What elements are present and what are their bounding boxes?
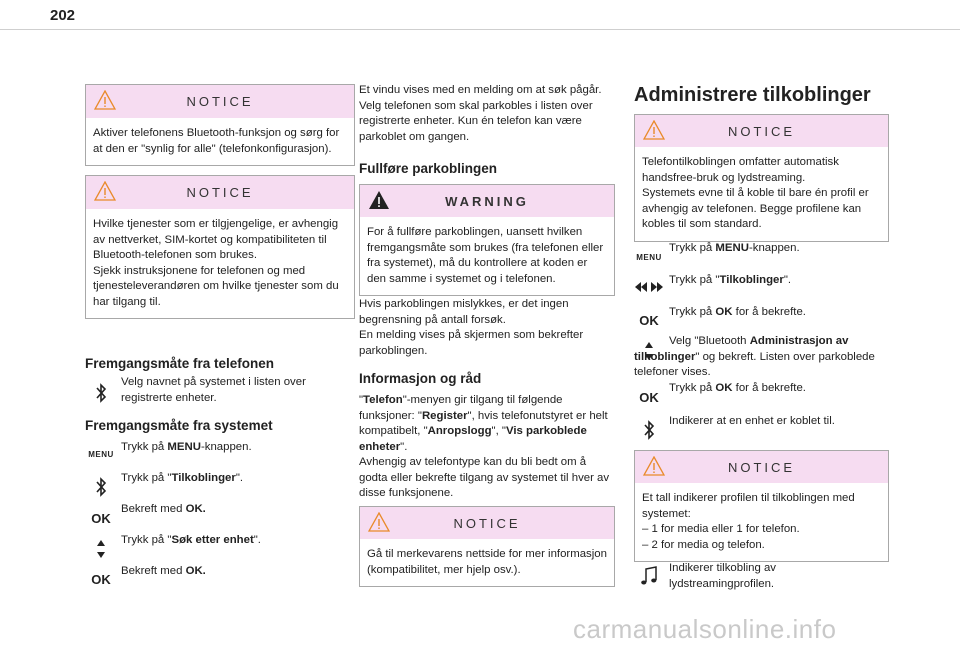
music-note-icon [634,564,664,588]
notice-title: NOTICE [453,515,521,531]
heading-manage-connections: Administrere tilkoblinger [634,84,871,106]
notice-text: Telefontilkoblingen omfatter automatisk handsfree-bruk og lydstreaming. Systemets evne til å koble til bare én profil er avhengig av telefonen. Begge profilene kan kobles til som standard. [642,156,869,230]
warning-header [360,185,614,217]
heading-info-advice: Informasjon og råd [359,371,482,386]
system-step-2: Trykk på "Tilkoblinger". [121,472,244,484]
heading-phone-procedure: Fremgangsmåte fra telefonen [85,356,275,371]
warning-triangle-icon [94,181,116,201]
notice-box-connections [634,114,889,242]
manage-step-6: Indikerer at en enhet er koblet til. [669,415,835,427]
warning-text: For å fullføre parkoblingen, uansett hvilken fremgangsmåte som brukes (fra telefonen eller fra systemet), må du kontrollere at koden er den samme i systemet og i telefonen. [367,226,604,285]
notice-box-profile [634,450,889,562]
search-intro-text: Et vindu vises med en melding om at søk pågår. Velg telefonen som skal parkobles i listen over registrerte enheter. Kun én telefon kan være parkoblet om gangen. [359,84,602,143]
bluetooth-icon [86,380,116,406]
notice-header [360,507,614,539]
warning-triangle-icon [643,456,665,476]
manage-step-7: Indikerer tilkobling av lydstreamingprofilen. [669,562,776,590]
system-step-3: Bekreft med OK. [121,503,206,515]
manage-step-2: Trykk på "Tilkoblinger". [669,274,792,286]
menu-button-icon: MENU [88,449,114,459]
pairing-fail-text: Hvis parkoblingen mislykkes, er det ingen begrensning på antall forsøk. En melding vises på skjermen som bekrefter parkoblingen. [359,298,584,357]
ok-button-icon: OK [639,389,659,405]
warning-triangle-icon [368,512,390,532]
manage-step-4: Velg "Bluetooth Administrasjon av tilkoblinger" og bekreft. Listen over parkoblede telefoner vises. [634,335,875,378]
notice-title: NOTICE [186,185,254,200]
notice-text: Gå til merkevarens nettside for mer informasjon (kompatibilitet, mer hjelp osv.). [367,548,607,576]
notice-header [86,85,354,118]
warning-box [359,184,615,296]
warning-triangle-icon [94,90,116,110]
notice-title: NOTICE [727,459,796,475]
phone-step-text: Velg navnet på systemet i listen over registrerte enheter. [121,376,306,404]
header-rule [0,29,960,30]
notice-header [635,451,888,483]
notice-title: NOTICE [186,94,254,109]
manage-step-3: Trykk på OK for å bekrefte. [669,306,806,318]
heading-complete-pairing: Fullføre parkoblingen [359,161,498,176]
up-down-arrows-icon [86,537,116,561]
notice-box-services [85,175,355,319]
system-step-4: Trykk på "Søk etter enhet". [121,534,261,546]
notice-header [86,176,354,209]
notice-header [635,115,888,147]
watermark: carmanualsonline.info [573,614,837,644]
ok-button-icon: OK [639,312,659,328]
warning-triangle-icon [368,190,390,210]
warning-title: WARNING [445,193,529,209]
manage-step-5: Trykk på OK for å bekrefte. [669,382,806,394]
notice-text: Aktiver telefonens Bluetooth-funksjon og sørg for at den er "synlig for alle" (telefonkonfigurasjon). [93,127,340,155]
page-number: 202 [50,7,76,24]
info-text: "Telefon"-menyen gir tilgang til følgende funksjoner: "Register", hvis telefonutstyret er helt kompatibelt, "Anropslogg", "Vis parkoblede enheter". Avhengig av telefontype kan du bli bedt om å godta eller bekrefte tilgang av systemet til hver av disse funksjonene. [359,394,610,499]
system-step-1: Trykk på MENU-knappen. [121,441,252,453]
seek-arrows-icon [634,280,664,294]
notice-box-website [359,506,615,587]
column-1 [85,84,355,319]
notice-box-bluetooth [85,84,355,166]
system-step-5: Bekreft med OK. [121,565,206,577]
bluetooth-icon [86,474,116,500]
ok-button-icon: OK [91,571,111,587]
menu-button-icon: MENU [636,252,662,262]
notice-text: Et tall indikerer profilen til tilkoblingen med systemet: – 1 for media eller 1 for telefon. – 2 for media og telefon. [642,492,855,551]
heading-system-procedure: Fremgangsmåte fra systemet [85,418,273,433]
notice-title: NOTICE [727,123,796,139]
warning-triangle-icon [643,120,665,140]
ok-button-icon: OK [91,510,111,526]
notice-text: Hvilke tjenester som er tilgjengelige, er avhengig av nettverket, SIM-kortet og kompatibiliteten til Bluetooth-telefonen som brukes. Sjekk instruksjonene for telefonen og med tjenesteleverandøren om hvilke tjenester som du har tilgang til. [93,218,339,308]
bluetooth-icon [634,417,664,443]
manage-step-1: Trykk på MENU-knappen. [669,242,800,254]
